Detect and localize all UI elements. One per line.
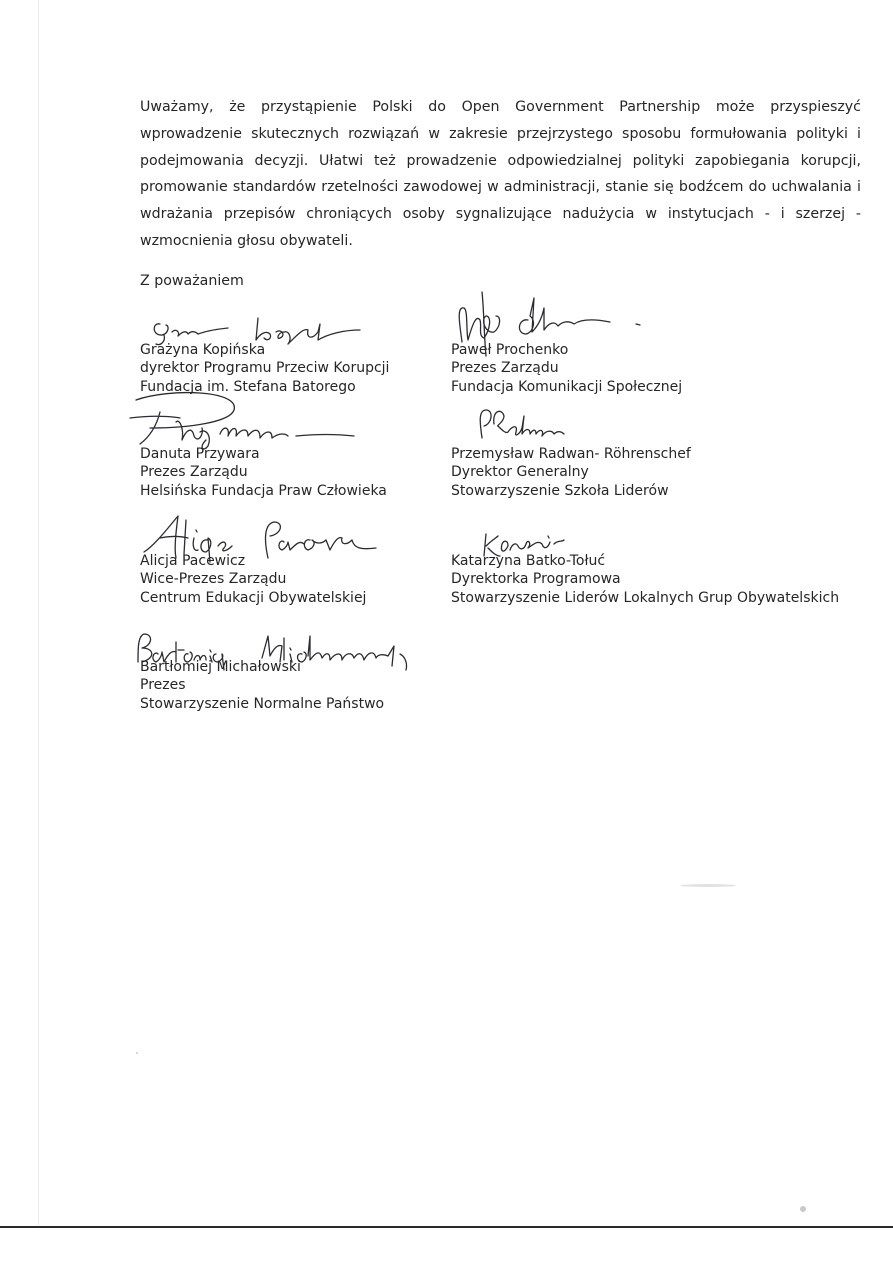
signatory-title: dyrektor Programu Przeciw Korupcji: [140, 360, 390, 377]
signatory-block: [140, 341, 389, 396]
signatory-organization: Helsińska Fundacja Praw Człowieka: [140, 482, 387, 499]
signatory-title: Prezes Zarządu: [140, 464, 248, 481]
scan-speck: [136, 1052, 138, 1054]
signatory-organization: Centrum Edukacji Obywatelskiej: [140, 589, 367, 606]
signatory-organization: Fundacja im. Stefana Batorego: [140, 378, 356, 395]
scan-speck: [800, 1206, 806, 1212]
signatory-name: Bartłomiej Michałowski: [140, 659, 301, 675]
signatory-name: Danuta Przywara: [140, 446, 260, 462]
signatory-title: Wice-Prezes Zarządu: [140, 571, 287, 588]
signatory-name: Alicja Pacewicz: [140, 553, 246, 569]
letter-paragraph: Uważamy, że przystąpienie Polski do Open Government Partnership może przyspieszyć wprowadzenie skutecznych rozwiązań w zakresie przejrzystego sposobu formułowania polityki i podejmowania decyzji. Ułatwi też prowadzenie odpowiedzialnej polityki zapobiegania korupcji, promowanie standardów rzetelności zawodowej w administracji, stanie się bodźcem do uchwalania i wdrażania przepisów chroniących osoby sygnalizujące nadużycia w instytucjach - i szerzej - wzmocnienia głosu obywateli.: [140, 99, 861, 249]
signatory-name: Grażyna Kopińska: [140, 342, 266, 358]
signatory-title: Dyrektor Generalny: [451, 464, 589, 481]
scan-edge: [38, 0, 39, 1225]
signatory-block: [140, 552, 366, 607]
signatory-title: Dyrektorka Programowa: [451, 571, 621, 588]
signatory-block: [451, 552, 839, 607]
signatory-title: Prezes Zarządu: [451, 360, 559, 377]
scan-margin: [0, 1228, 893, 1263]
scan-speck: [680, 884, 736, 887]
signatory-name: Przemysław Radwan- Röhrenschef: [451, 446, 691, 462]
signatory-organization: Stowarzyszenie Normalne Państwo: [140, 695, 385, 712]
signature-przywara: [120, 388, 360, 452]
signatory-organization: Stowarzyszenie Liderów Lokalnych Grup Obywatelskich: [451, 589, 840, 606]
signatory-block: [140, 658, 384, 713]
signatory-name: Paweł Prochenko: [451, 342, 569, 358]
signature-radwan: [474, 402, 574, 446]
signatory-name: Katarzyna Batko-Tołuć: [451, 553, 606, 569]
signatory-organization: Fundacja Komunikacji Społecznej: [451, 378, 683, 395]
signatory-organization: Stowarzyszenie Szkoła Liderów: [451, 482, 669, 499]
closing-salutation: Z poważaniem: [140, 273, 244, 289]
signatory-block: [140, 445, 387, 500]
signatory-block: [451, 341, 682, 396]
signatory-block: [451, 445, 691, 500]
signatory-title: Prezes: [140, 677, 186, 694]
